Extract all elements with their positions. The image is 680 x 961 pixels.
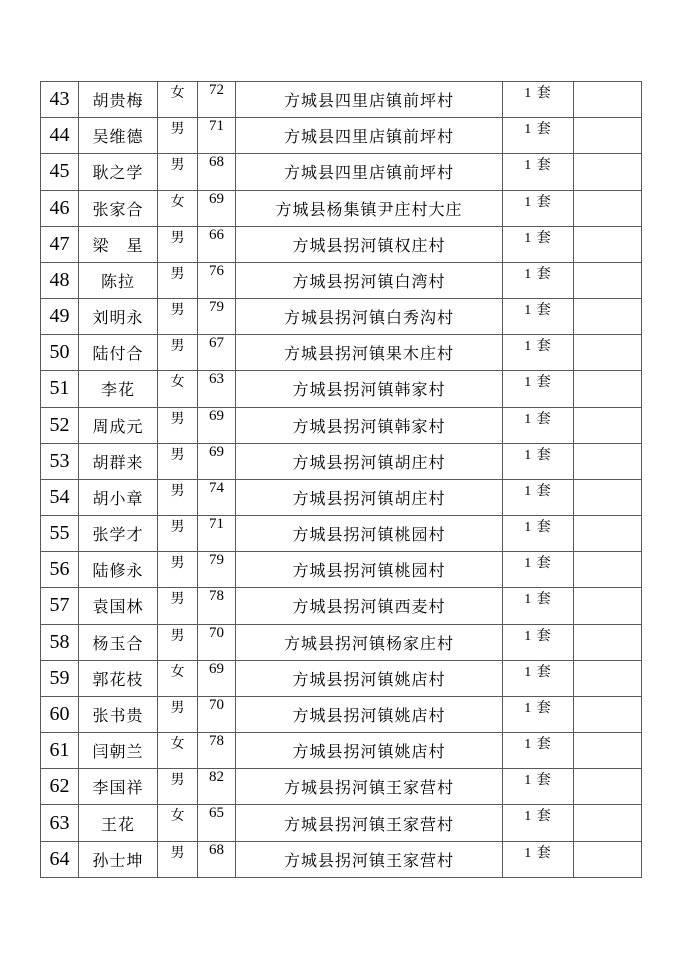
name-cell: 袁国林	[79, 588, 158, 624]
age-cell: 65	[198, 805, 236, 841]
serial-number-cell: 44	[41, 118, 79, 154]
gender-cell: 男	[158, 226, 198, 262]
remarks-cell	[574, 262, 642, 298]
name-cell: 陆修永	[79, 552, 158, 588]
age-cell: 76	[198, 262, 236, 298]
serial-number-cell: 47	[41, 226, 79, 262]
housing-units-cell: 1 套	[503, 118, 574, 154]
gender-cell: 男	[158, 479, 198, 515]
serial-number-cell: 58	[41, 624, 79, 660]
address-cell: 方城县拐河镇王家营村	[236, 769, 503, 805]
address-cell: 方城县拐河镇白秀沟村	[236, 299, 503, 335]
age-cell: 70	[198, 696, 236, 732]
name-cell: 张学才	[79, 516, 158, 552]
serial-number-cell: 51	[41, 371, 79, 407]
housing-units-cell: 1 套	[503, 443, 574, 479]
serial-number-cell: 60	[41, 696, 79, 732]
remarks-cell	[574, 479, 642, 515]
table-row	[41, 696, 642, 732]
remarks-cell	[574, 335, 642, 371]
table-row	[41, 660, 642, 696]
gender-cell: 男	[158, 154, 198, 190]
name-cell: 胡贵梅	[79, 82, 158, 118]
name-cell: 杨玉合	[79, 624, 158, 660]
remarks-cell	[574, 805, 642, 841]
remarks-cell	[574, 371, 642, 407]
serial-number-cell: 52	[41, 407, 79, 443]
gender-cell: 女	[158, 82, 198, 118]
housing-units-cell: 1 套	[503, 371, 574, 407]
table-row	[41, 733, 642, 769]
gender-cell: 女	[158, 660, 198, 696]
housing-units-cell: 1 套	[503, 479, 574, 515]
age-cell: 82	[198, 769, 236, 805]
resident-housing-table-body	[41, 82, 642, 878]
remarks-cell	[574, 226, 642, 262]
name-cell: 张家合	[79, 190, 158, 226]
address-cell: 方城县拐河镇姚店村	[236, 733, 503, 769]
remarks-cell	[574, 190, 642, 226]
address-cell: 方城县杨集镇尹庄村大庄	[236, 190, 503, 226]
address-cell: 方城县拐河镇杨家庄村	[236, 624, 503, 660]
remarks-cell	[574, 407, 642, 443]
age-cell: 79	[198, 299, 236, 335]
age-cell: 66	[198, 226, 236, 262]
housing-units-cell: 1 套	[503, 262, 574, 298]
age-cell: 72	[198, 82, 236, 118]
table-row	[41, 805, 642, 841]
address-cell: 方城县拐河镇姚店村	[236, 696, 503, 732]
name-cell: 耿之学	[79, 154, 158, 190]
name-cell: 陈拉	[79, 262, 158, 298]
serial-number-cell: 53	[41, 443, 79, 479]
serial-number-cell: 62	[41, 769, 79, 805]
remarks-cell	[574, 299, 642, 335]
gender-cell: 男	[158, 516, 198, 552]
serial-number-cell: 45	[41, 154, 79, 190]
remarks-cell	[574, 733, 642, 769]
age-cell: 71	[198, 516, 236, 552]
remarks-cell	[574, 769, 642, 805]
address-cell: 方城县拐河镇韩家村	[236, 371, 503, 407]
name-cell: 张书贵	[79, 696, 158, 732]
address-cell: 方城县拐河镇胡庄村	[236, 479, 503, 515]
age-cell: 71	[198, 118, 236, 154]
housing-units-cell: 1 套	[503, 226, 574, 262]
age-cell: 69	[198, 407, 236, 443]
serial-number-cell: 64	[41, 841, 79, 877]
table-row	[41, 226, 642, 262]
table-row	[41, 371, 642, 407]
table-row	[41, 841, 642, 877]
housing-units-cell: 1 套	[503, 335, 574, 371]
table-row	[41, 516, 642, 552]
serial-number-cell: 63	[41, 805, 79, 841]
age-cell: 79	[198, 552, 236, 588]
remarks-cell	[574, 154, 642, 190]
age-cell: 68	[198, 841, 236, 877]
name-cell: 李国祥	[79, 769, 158, 805]
name-cell: 吴维德	[79, 118, 158, 154]
housing-units-cell: 1 套	[503, 82, 574, 118]
remarks-cell	[574, 624, 642, 660]
remarks-cell	[574, 443, 642, 479]
serial-number-cell: 49	[41, 299, 79, 335]
housing-units-cell: 1 套	[503, 407, 574, 443]
housing-units-cell: 1 套	[503, 552, 574, 588]
gender-cell: 男	[158, 588, 198, 624]
remarks-cell	[574, 841, 642, 877]
address-cell: 方城县四里店镇前坪村	[236, 154, 503, 190]
remarks-cell	[574, 118, 642, 154]
name-cell: 闫朝兰	[79, 733, 158, 769]
housing-units-cell: 1 套	[503, 841, 574, 877]
name-cell: 郭花枝	[79, 660, 158, 696]
table-row	[41, 118, 642, 154]
address-cell: 方城县拐河镇果木庄村	[236, 335, 503, 371]
age-cell: 63	[198, 371, 236, 407]
gender-cell: 女	[158, 733, 198, 769]
gender-cell: 男	[158, 696, 198, 732]
address-cell: 方城县拐河镇姚店村	[236, 660, 503, 696]
housing-units-cell: 1 套	[503, 299, 574, 335]
name-cell: 周成元	[79, 407, 158, 443]
age-cell: 69	[198, 190, 236, 226]
serial-number-cell: 55	[41, 516, 79, 552]
housing-units-cell: 1 套	[503, 190, 574, 226]
table-row	[41, 552, 642, 588]
age-cell: 69	[198, 443, 236, 479]
address-cell: 方城县四里店镇前坪村	[236, 118, 503, 154]
housing-units-cell: 1 套	[503, 660, 574, 696]
gender-cell: 男	[158, 624, 198, 660]
address-cell: 方城县拐河镇西麦村	[236, 588, 503, 624]
housing-units-cell: 1 套	[503, 516, 574, 552]
name-cell: 胡群来	[79, 443, 158, 479]
serial-number-cell: 48	[41, 262, 79, 298]
age-cell: 78	[198, 733, 236, 769]
serial-number-cell: 54	[41, 479, 79, 515]
gender-cell: 男	[158, 262, 198, 298]
table-row	[41, 443, 642, 479]
age-cell: 68	[198, 154, 236, 190]
remarks-cell	[574, 696, 642, 732]
housing-units-cell: 1 套	[503, 624, 574, 660]
table-row	[41, 154, 642, 190]
resident-housing-table	[40, 81, 642, 878]
gender-cell: 女	[158, 805, 198, 841]
table-row	[41, 335, 642, 371]
serial-number-cell: 43	[41, 82, 79, 118]
serial-number-cell: 61	[41, 733, 79, 769]
table-row	[41, 299, 642, 335]
name-cell: 李花	[79, 371, 158, 407]
name-cell: 孙士坤	[79, 841, 158, 877]
name-cell: 胡小章	[79, 479, 158, 515]
address-cell: 方城县拐河镇白湾村	[236, 262, 503, 298]
gender-cell: 男	[158, 335, 198, 371]
table-row	[41, 262, 642, 298]
remarks-cell	[574, 552, 642, 588]
address-cell: 方城县拐河镇桃园村	[236, 552, 503, 588]
age-cell: 70	[198, 624, 236, 660]
table-row	[41, 190, 642, 226]
serial-number-cell: 50	[41, 335, 79, 371]
gender-cell: 男	[158, 552, 198, 588]
table-row	[41, 588, 642, 624]
serial-number-cell: 59	[41, 660, 79, 696]
remarks-cell	[574, 588, 642, 624]
housing-units-cell: 1 套	[503, 769, 574, 805]
age-cell: 67	[198, 335, 236, 371]
remarks-cell	[574, 516, 642, 552]
serial-number-cell: 46	[41, 190, 79, 226]
address-cell: 方城县拐河镇桃园村	[236, 516, 503, 552]
housing-units-cell: 1 套	[503, 154, 574, 190]
name-cell: 梁 星	[79, 226, 158, 262]
housing-units-cell: 1 套	[503, 733, 574, 769]
name-cell: 陆付合	[79, 335, 158, 371]
gender-cell: 女	[158, 371, 198, 407]
housing-units-cell: 1 套	[503, 805, 574, 841]
serial-number-cell: 56	[41, 552, 79, 588]
address-cell: 方城县拐河镇权庄村	[236, 226, 503, 262]
table-row	[41, 82, 642, 118]
address-cell: 方城县四里店镇前坪村	[236, 82, 503, 118]
table-row	[41, 624, 642, 660]
address-cell: 方城县拐河镇王家营村	[236, 805, 503, 841]
gender-cell: 男	[158, 443, 198, 479]
serial-number-cell: 57	[41, 588, 79, 624]
address-cell: 方城县拐河镇韩家村	[236, 407, 503, 443]
gender-cell: 男	[158, 407, 198, 443]
age-cell: 69	[198, 660, 236, 696]
table-row	[41, 769, 642, 805]
name-cell: 刘明永	[79, 299, 158, 335]
table-row	[41, 479, 642, 515]
housing-units-cell: 1 套	[503, 696, 574, 732]
age-cell: 74	[198, 479, 236, 515]
address-cell: 方城县拐河镇胡庄村	[236, 443, 503, 479]
table-row	[41, 407, 642, 443]
name-cell: 王花	[79, 805, 158, 841]
gender-cell: 女	[158, 190, 198, 226]
housing-units-cell: 1 套	[503, 588, 574, 624]
remarks-cell	[574, 82, 642, 118]
remarks-cell	[574, 660, 642, 696]
gender-cell: 男	[158, 299, 198, 335]
address-cell: 方城县拐河镇王家营村	[236, 841, 503, 877]
gender-cell: 男	[158, 769, 198, 805]
gender-cell: 男	[158, 841, 198, 877]
gender-cell: 男	[158, 118, 198, 154]
age-cell: 78	[198, 588, 236, 624]
